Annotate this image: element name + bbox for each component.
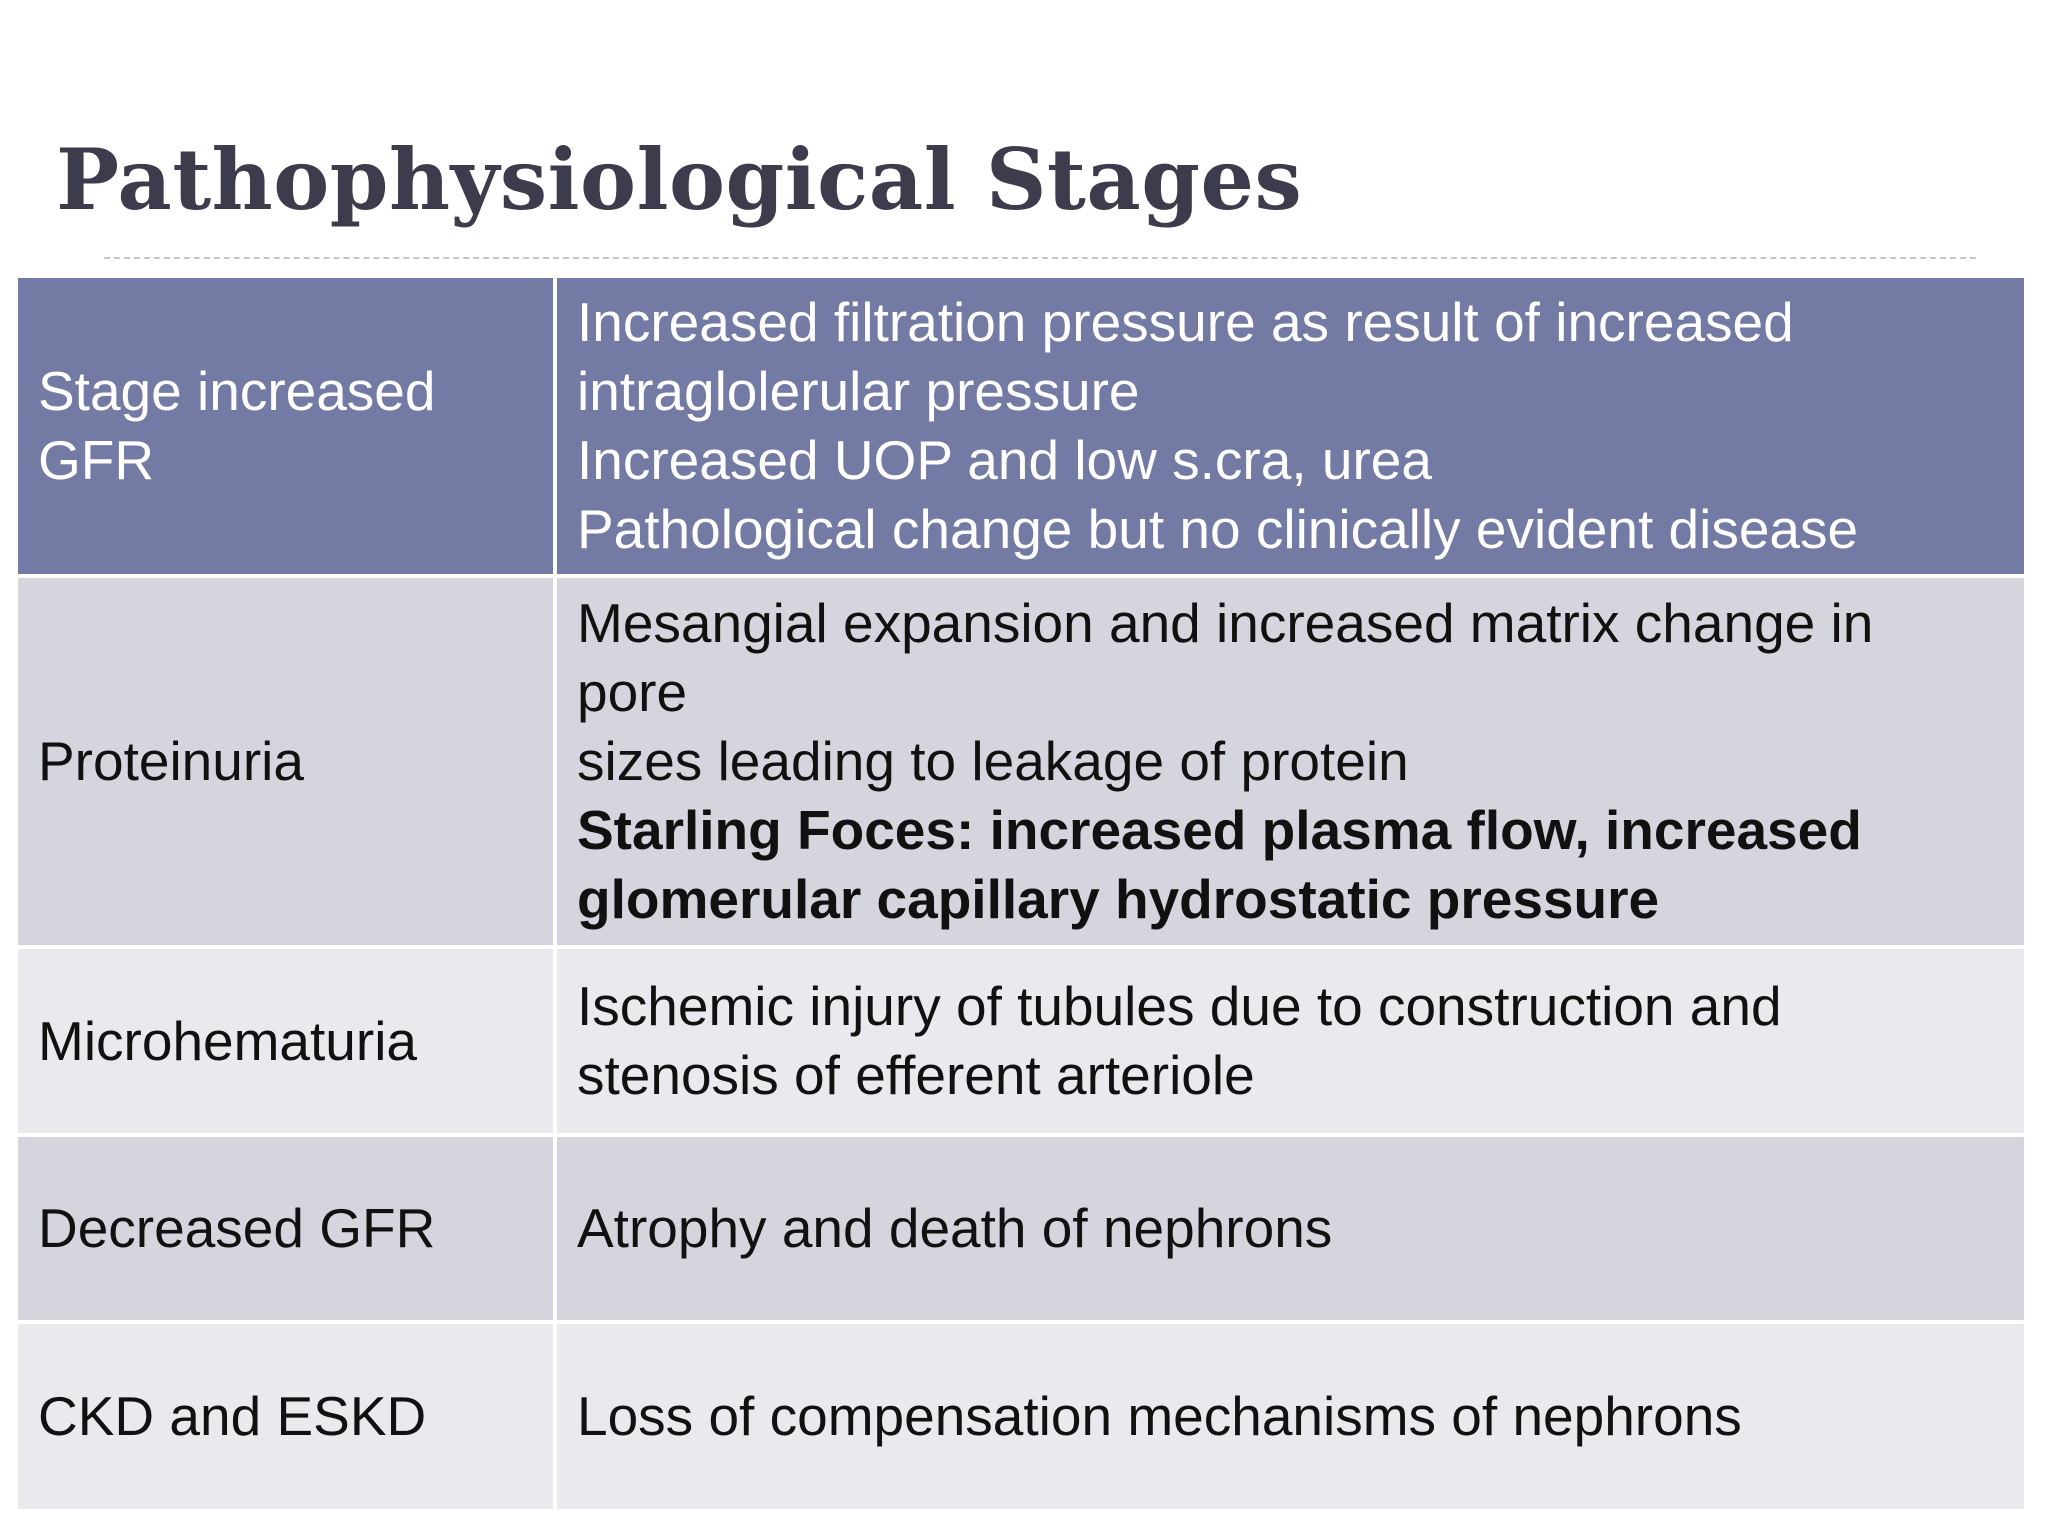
stage-name-cell: CKD and ESKD bbox=[18, 1322, 555, 1509]
description-line: Pathological change but no clinically evident disease bbox=[577, 498, 1859, 560]
description-line: Increased UOP and low s.cra, urea bbox=[577, 429, 1432, 491]
stage-description-cell bbox=[555, 576, 2024, 947]
table-row-decreased-gfr bbox=[18, 1135, 2024, 1322]
description-line: pore bbox=[577, 661, 688, 723]
table-row-proteinuria bbox=[18, 576, 2024, 947]
description-line: Ischemic injury of tubules due to construction and bbox=[577, 975, 1782, 1037]
table-row-ckd-eskd bbox=[18, 1322, 2024, 1509]
stage-name-cell: Proteinuria bbox=[18, 576, 555, 947]
stage-description-cell bbox=[555, 278, 2024, 576]
description-line-emphasis: Starling Foces: increased plasma flow, increased bbox=[577, 799, 1862, 861]
description-line: Mesangial expansion and increased matrix change in bbox=[577, 592, 1874, 654]
description-line: stenosis of efferent arteriole bbox=[577, 1044, 1255, 1106]
table-row-microhematuria bbox=[18, 947, 2024, 1135]
description-line: Loss of compensation mechanisms of nephrons bbox=[577, 1385, 1742, 1447]
description-line: Atrophy and death of nephrons bbox=[577, 1197, 1333, 1259]
description-line: intraglolerular pressure bbox=[577, 360, 1140, 422]
description-line-emphasis: glomerular capillary hydrostatic pressure bbox=[577, 868, 1660, 930]
slide-title: Pathophysiological Stages bbox=[56, 130, 1303, 229]
description-line: Increased filtration pressure as result of increased bbox=[577, 291, 1794, 353]
stage-name-cell: Decreased GFR bbox=[18, 1135, 555, 1322]
table-row-stage-increased-gfr bbox=[18, 278, 2024, 576]
stage-name-cell: Microhematuria bbox=[18, 947, 555, 1135]
stage-description-cell bbox=[555, 1322, 2024, 1509]
stage-description-cell bbox=[555, 1135, 2024, 1322]
stages-table bbox=[18, 278, 2024, 1509]
title-divider bbox=[104, 257, 1976, 259]
description-line: sizes leading to leakage of protein bbox=[577, 730, 1409, 792]
stage-description-cell bbox=[555, 947, 2024, 1135]
stage-name-cell: Stage increased GFR bbox=[18, 278, 555, 576]
